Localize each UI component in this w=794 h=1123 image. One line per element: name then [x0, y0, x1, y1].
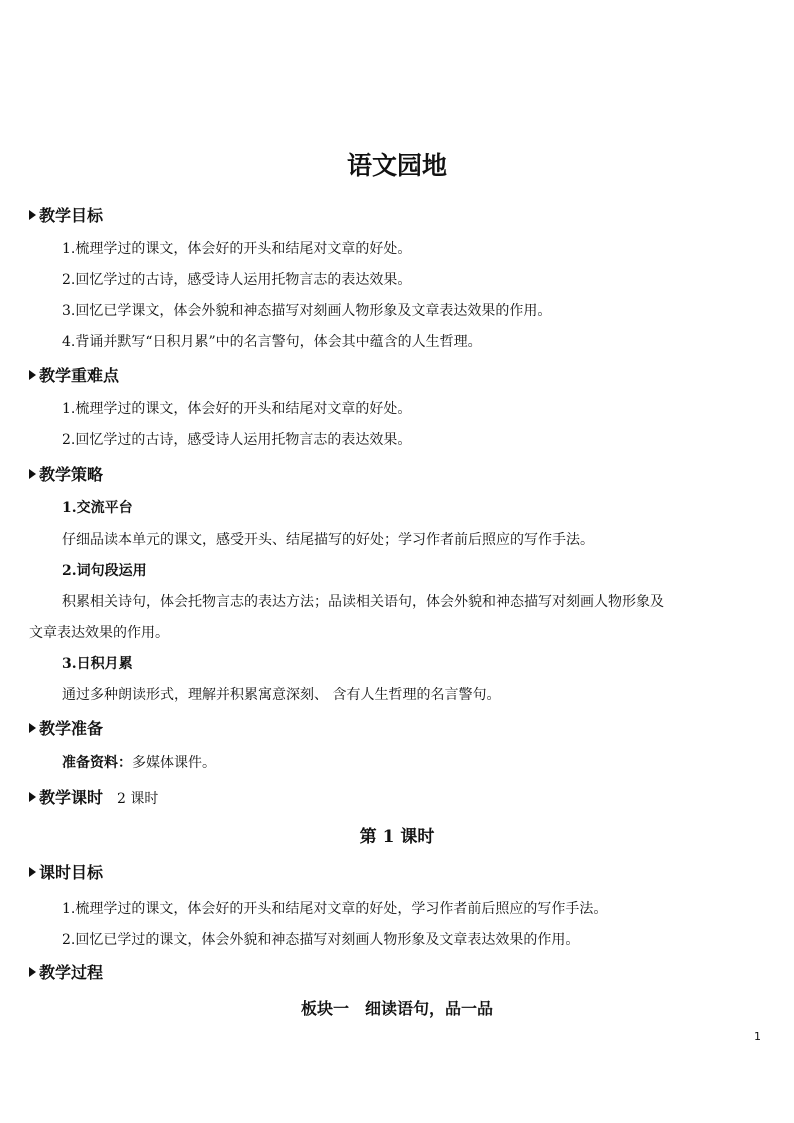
strategy-text-3: 通过多种朗读形式，理解并积累寓意深刻、 含有人生哲理的名言警句。 — [62, 687, 501, 703]
preparation-label: 准备资料： — [62, 755, 132, 771]
hours-value: 2 课时 — [117, 791, 159, 807]
triangle-bullet-icon — [29, 469, 36, 479]
section-heading-lesson-goals: 课时目标 — [29, 860, 103, 883]
preparation-line — [62, 752, 216, 772]
section-heading-key-points: 教学重难点 — [29, 363, 119, 386]
strategy-text-2-line1: 积累相关诗句，体会托物言志的表达方法；品读相关语句，体会外貌和神态描写对刻画人物形象及 — [62, 594, 664, 610]
block-title: 板块一 细读语句，品一品 — [300, 999, 493, 1018]
triangle-bullet-icon — [29, 370, 36, 380]
section-heading-hours: 教学课时 2 课时 — [29, 785, 158, 808]
document-title: 语文园地 — [346, 151, 447, 180]
goal-item-1: 1.梳理学过的课文，体会好的开头和结尾对文章的好处。 — [62, 241, 412, 257]
section-heading-strategy: 教学策略 — [29, 462, 103, 485]
strategy-label-2: 2.词句段运用 — [62, 563, 147, 579]
strategy-text-1: 仔细品读本单元的课文，感受开头、结尾描写的好处；学习作者前后照应的写作手法。 — [62, 532, 594, 548]
section-heading-goals: 教学目标 — [29, 203, 103, 226]
strategy-label-3: 3.日积月累 — [62, 656, 133, 672]
triangle-bullet-icon — [29, 210, 36, 220]
triangle-bullet-icon — [29, 967, 36, 977]
key-point-item-2: 2.回忆学过的古诗，感受诗人运用托物言志的表达效果。 — [62, 432, 412, 448]
page-number: 1 — [754, 1030, 761, 1043]
goal-item-2: 2.回忆学过的古诗，感受诗人运用托物言志的表达效果。 — [62, 272, 412, 288]
lesson-goal-item-2: 2.回忆已学过的课文，体会外貌和神态描写对刻画人物形象及文章表达效果的作用。 — [62, 932, 580, 948]
preparation-text: 多媒体课件。 — [132, 755, 216, 771]
triangle-bullet-icon — [29, 792, 36, 802]
strategy-text-2-line2: 文章表达效果的作用。 — [29, 625, 169, 641]
section-heading-preparation: 教学准备 — [29, 716, 103, 739]
lesson-goal-item-1: 1.梳理学过的课文，体会好的开头和结尾对文章的好处，学习作者前后照应的写作手法。 — [62, 901, 608, 917]
goal-item-4: 4.背诵并默写“日积月累”中的名言警句，体会其中蕴含的人生哲理。 — [62, 334, 482, 350]
section-heading-process: 教学过程 — [29, 960, 103, 983]
key-point-item-1: 1.梳理学过的课文，体会好的开头和结尾对文章的好处。 — [62, 401, 412, 417]
lesson-title: 第 1 课时 — [359, 827, 435, 847]
triangle-bullet-icon — [29, 723, 36, 733]
strategy-label-1: 1.交流平台 — [62, 500, 133, 516]
goal-item-3: 3.回忆已学课文，体会外貌和神态描写对刻画人物形象及文章表达效果的作用。 — [62, 303, 552, 319]
triangle-bullet-icon — [29, 867, 36, 877]
